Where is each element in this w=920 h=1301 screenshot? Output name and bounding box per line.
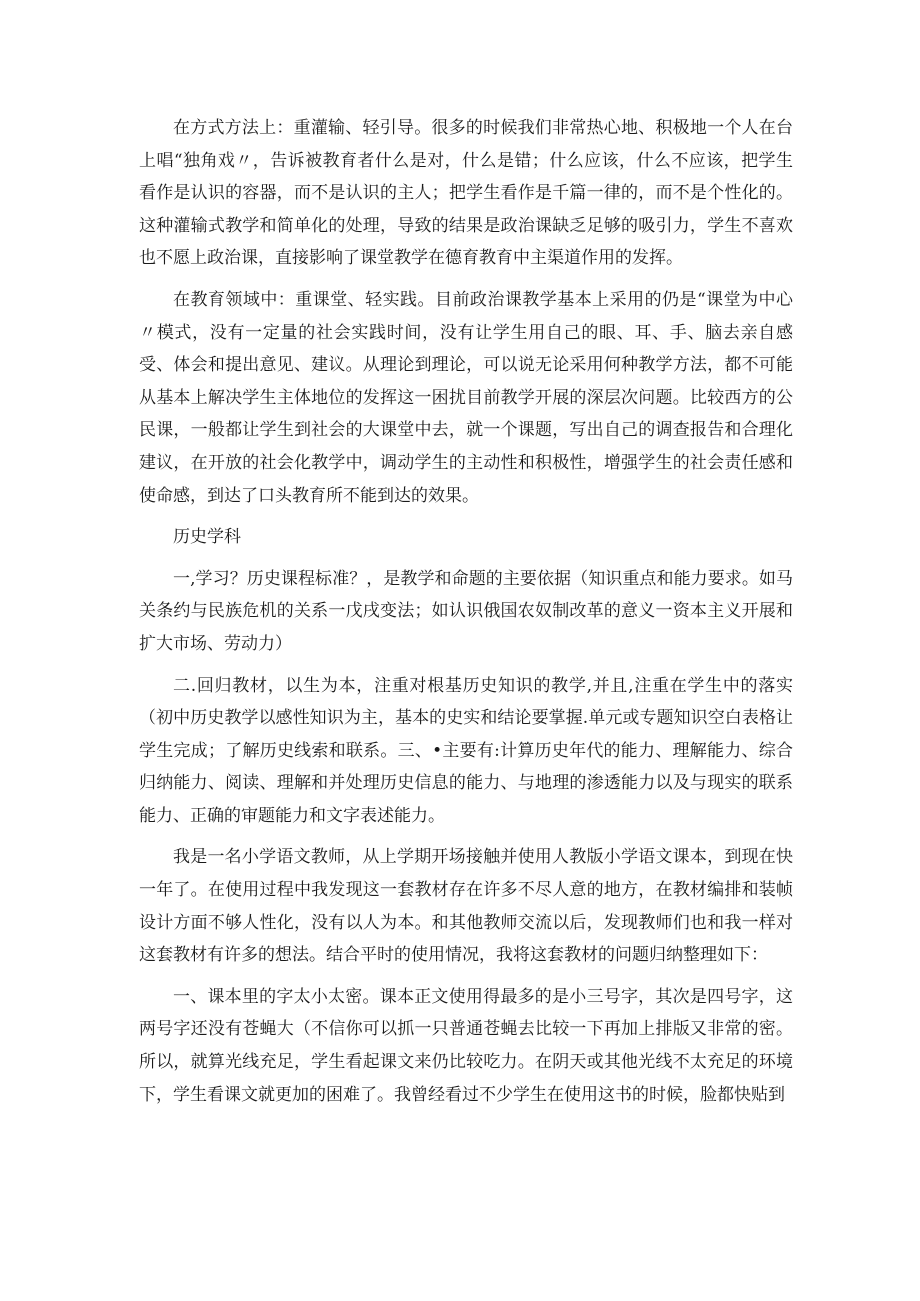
paragraph-teaching-methods: 在方式方法上：重灌输、轻引导。很多的时候我们非常热心地、积极地一个人在台上唱“独角戏〃，告诉被教育者什么是对，什么是错；什么应该，什么不应该，把学生看作是认识的容器，而不是认识的主人；把学生看作是千篇一律的，而不是个性化的。这种灌输式教学和简单化的处理，导致的结果是政治课缺乏足够的吸引力，学生不喜欢也不愿上政治课，直接影响了课堂教学在德育教育中主渠道作用的发挥。 <box>139 118 793 269</box>
paragraph-history-point-2: 二.回归教材，以生为本，注重对根基历史知识的教学,并且,注重在学生中的落实（初中历史教学以感性知识为主，基本的史实和结论要掌握.单元或专题知识空白表格让学生完成；了解历史线索和联系。三、•主要有:计算历史年代的能力、理解能力、综合归纳能力、阅读、理解和并处理历史信息的能力、与地理的渗透能力以及与现实的联系能力、正确的审题能力和文字表述能力。 <box>139 675 793 826</box>
section-heading-history: 历史学科 <box>173 527 241 548</box>
paragraph-textbook-font-size: 一、课本里的字太小太密。课本正文使用得最多的是小三号字，其次是四号字，这两号字还没有苍蝇大（不信你可以抓一只普通苍蝇去比较一下再加上排版又非常的密。所以，就算光线充足，学生看起课文来仍比较吃力。在阴天或其他光线不太充足的环境下，学生看课文就更加的困难了。我曾经看过不少学生在使用这书的时候，脸都快贴到 <box>139 986 793 1105</box>
paragraph-education-field: 在教育领域中：重课堂、轻实践。目前政治课教学基本上采用的仍是“课堂为中心〃模式，没有一定量的社会实践时间，没有让学生用自己的眼、耳、手、脑去亲自感受、体会和提出意见、建议。从理论到理论，可以说无论采用何种教学方法，都不可能从基本上解决学生主体地位的发挥这一困扰目前教学开展的深层次问题。比较西方的公民课，一般都让学生到社会的大课堂中去，就一个课题，写出自己的调查报告和合理化建议，在开放的社会化教学中，调动学生的主动性和积极性，增强学生的社会责任感和使命感，到达了口头教育所不能到达的效果。 <box>139 289 793 506</box>
paragraph-chinese-teacher: 我是一名小学语文教师，从上学期开场接触并使用人教版小学语文课本，到现在快一年了。在使用过程中我发现这一套教材存在许多不尽人意的地方，在教材编排和装帧设计方面不够人性化，没有以人为本。和其他教师交流以后，发现教师们也和我一样对这套教材有许多的想法。结合平时的使用情况，我将这套教材的问题归纳整理如下： <box>139 847 793 966</box>
paragraph-history-point-1: 一,学习？历史课程标准？，是教学和命题的主要依据（知识重点和能力要求。如马关条约与民族危机的关系一戊戌变法；如认识俄国农奴制改革的意义一资本主义开展和扩大市场、劳动力） <box>139 568 793 654</box>
document-body <box>139 112 793 1120</box>
